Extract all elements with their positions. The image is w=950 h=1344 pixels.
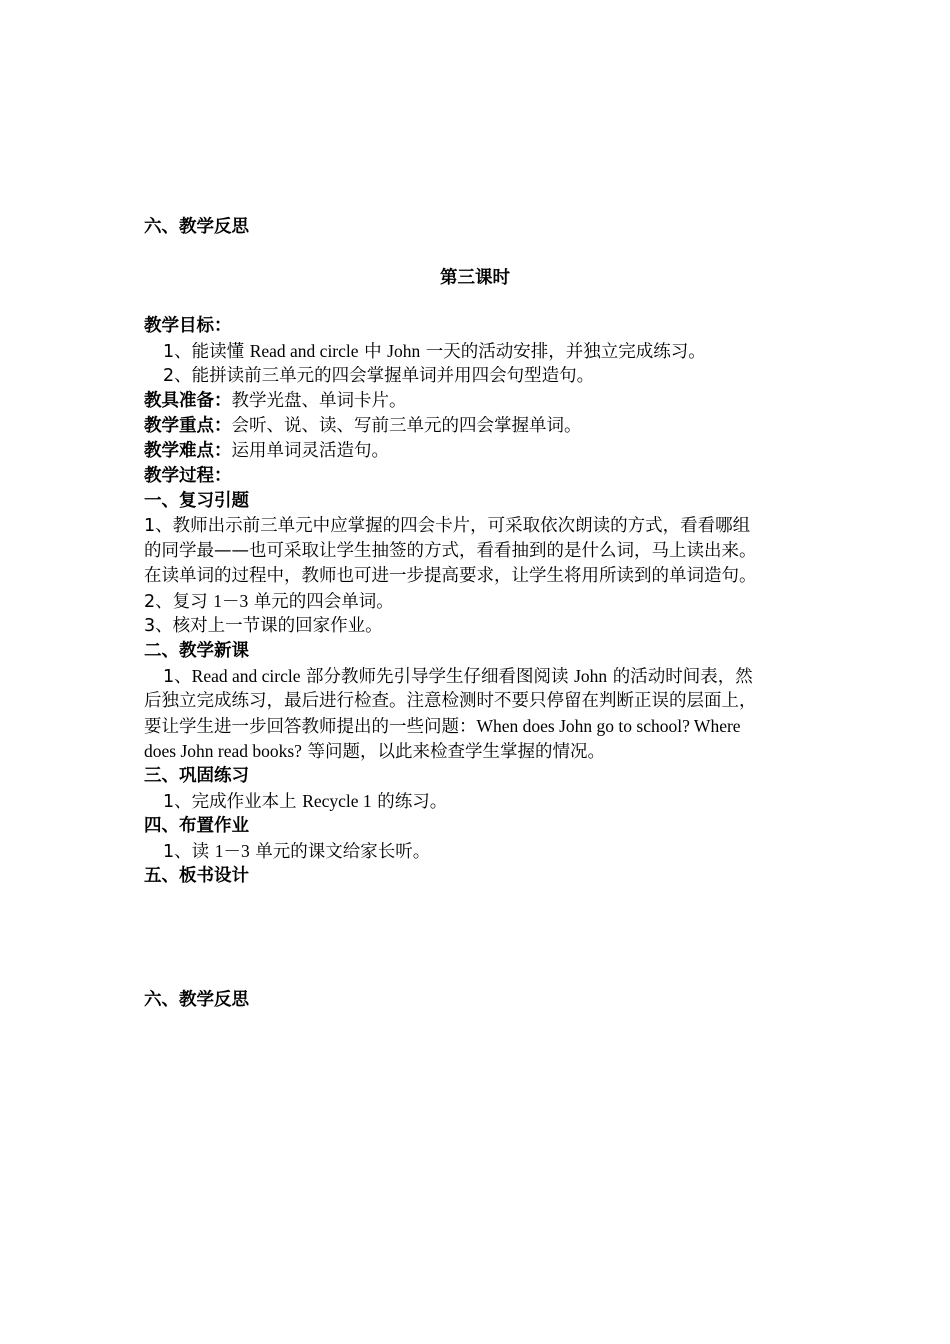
new-lesson-line: 后独立完成练习，最后进行检查。注意检测时不要只停留在判断正误的层面上， xyxy=(144,691,757,711)
goal-1: 1、能读懂 Read and circle 中 John 一天的活动安排，并独立完成练习。 xyxy=(163,341,706,362)
key-points-label: 教学重点： xyxy=(144,416,232,436)
review-paragraph-line: 1、教师出示前三单元中应掌握的四会卡片，可采取依次朗读的方式，看看哪组 xyxy=(144,516,751,536)
difficulties-label: 教学难点： xyxy=(144,441,232,461)
difficulties-line: 教学难点：运用单词灵活造句。 xyxy=(144,441,389,461)
review-paragraph-line: 在读单词的过程中，教师也可进一步提高要求，让学生将用所读到的单词造句。 xyxy=(144,566,757,586)
practice-item: 1、完成作业本上 Recycle 1 的练习。 xyxy=(163,791,448,812)
tools-label: 教具准备： xyxy=(144,391,232,411)
section-heading-homework: 四、布置作业 xyxy=(144,816,249,836)
review-item-3: 3、核对上一节课的回家作业。 xyxy=(144,616,383,636)
section-heading-review: 一、复习引题 xyxy=(144,491,249,511)
homework-item: 1、读 1－3 单元的课文给家长听。 xyxy=(163,841,431,862)
tools-line: 教具准备：教学光盘、单词卡片。 xyxy=(144,391,407,411)
review-item-2: 2、复习 1－3 单元的四会单词。 xyxy=(144,591,394,612)
section-heading-board-design: 五、板书设计 xyxy=(144,866,249,886)
section-heading-practice: 三、巩固练习 xyxy=(144,766,249,786)
lesson-title: 第三课时 xyxy=(440,268,510,288)
goals-label: 教学目标： xyxy=(144,316,232,336)
goal-2: 2、能拼读前三单元的四会掌握单词并用四会句型造句。 xyxy=(163,366,595,386)
review-paragraph-line: 的同学最——也可采取让学生抽签的方式，看看抽到的是什么词，马上读出来。 xyxy=(144,541,757,561)
key-points-line: 教学重点：会听、说、读、写前三单元的四会掌握单词。 xyxy=(144,416,582,436)
new-lesson-line: does John read books? 等问题，以此来检查学生掌握的情况。 xyxy=(144,741,606,762)
section-heading-reflection-top: 六、教学反思 xyxy=(144,217,249,237)
new-lesson-line: 要让学生进一步回答教师提出的一些问题：When does John go to school? Where xyxy=(144,716,741,737)
section-heading-reflection-bottom: 六、教学反思 xyxy=(144,990,249,1010)
section-heading-new-lesson: 二、教学新课 xyxy=(144,641,249,661)
process-label: 教学过程： xyxy=(144,466,232,486)
new-lesson-line: 1、Read and circle 部分教师先引导学生仔细看图阅读 John 的活动时间表，然 xyxy=(163,666,753,687)
